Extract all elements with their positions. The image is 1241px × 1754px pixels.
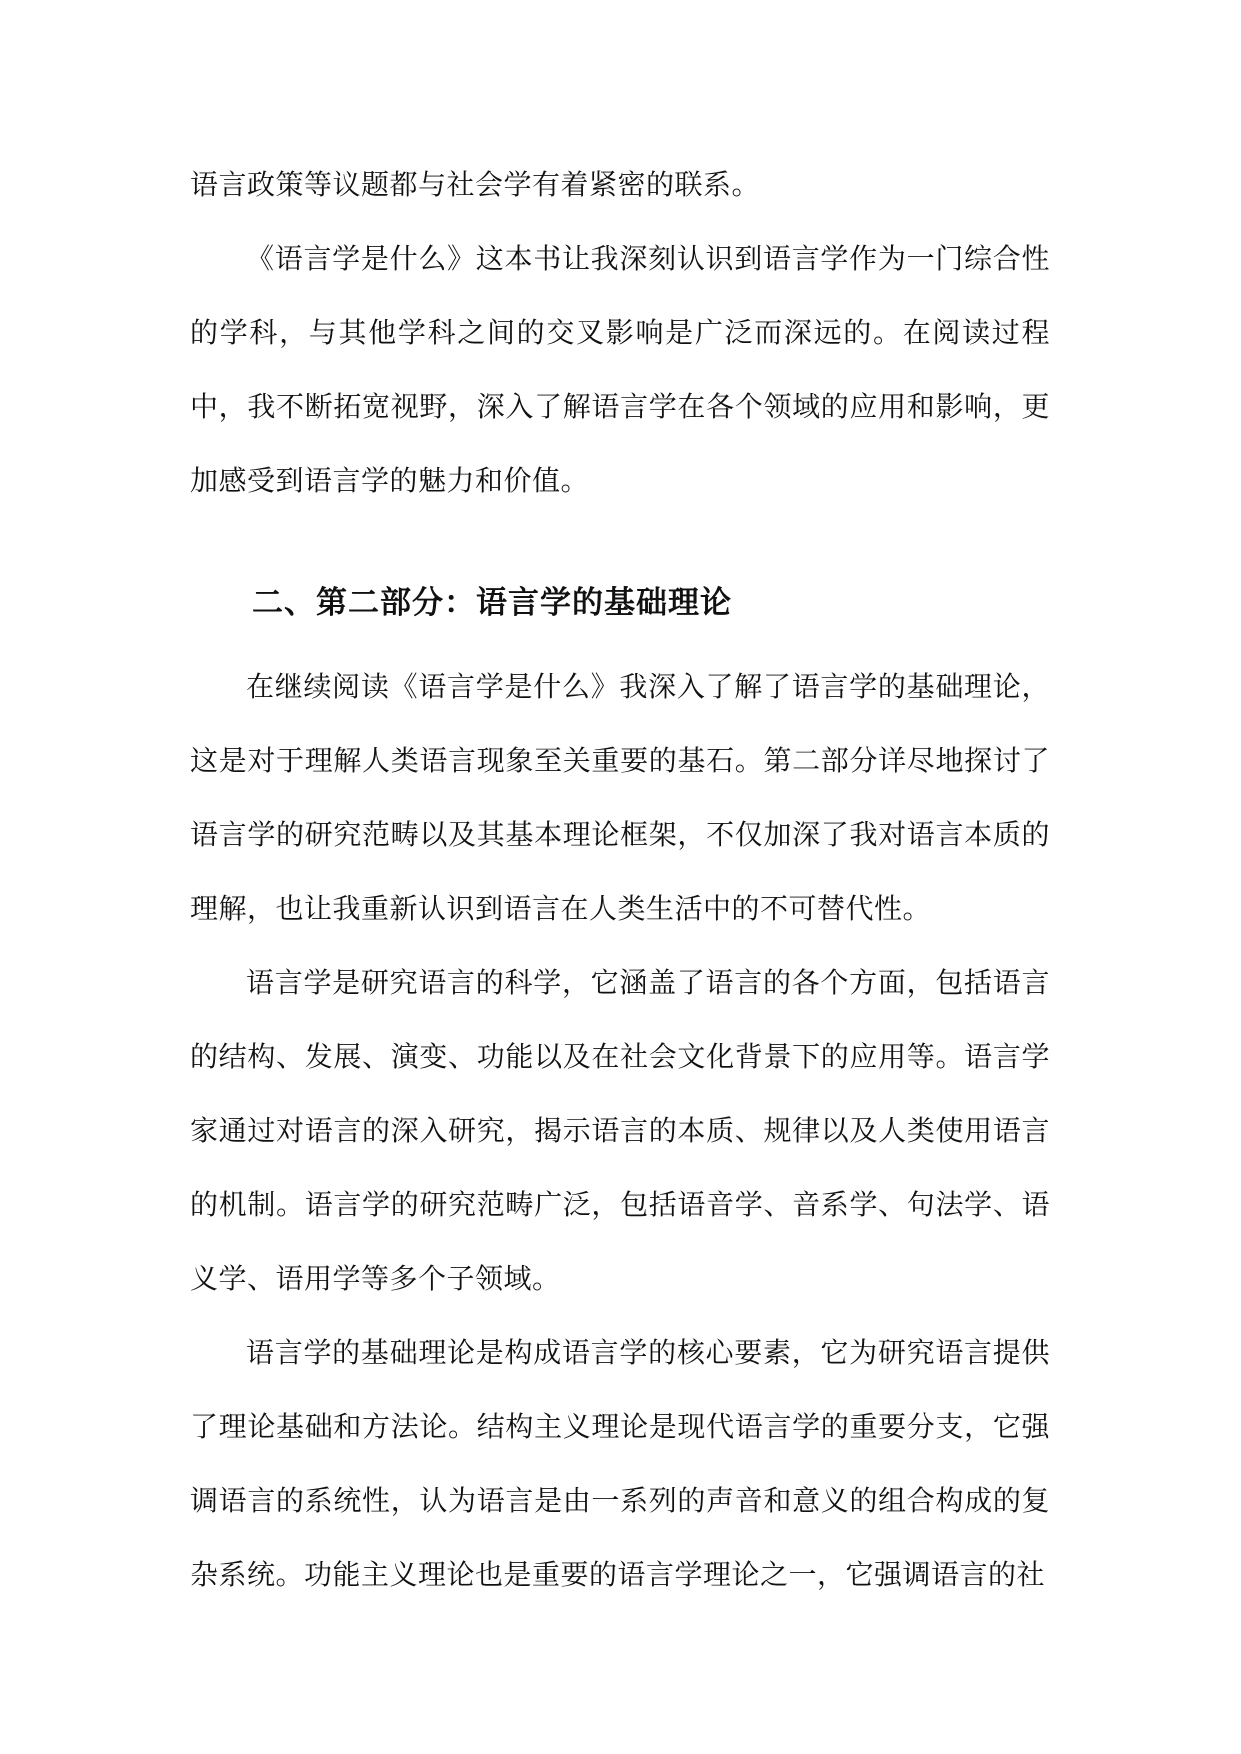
paragraph-theory-schools: 语言学的基础理论是构成语言学的核心要素，它为研究语言提供了理论基础和方法论。结构主义理论是现代语言学的重要分支，它强调语言的系统性，认为语言是由一系列的声音和意义的组合构成的复杂系统。功能主义理论也是重要的语言学理论之一，它强调语言的社 <box>190 1336 1050 1591</box>
paragraph-basic-theory-intro: 在继续阅读《语言学是什么》我深入了解了语言学的基础理论，这是对于理解人类语言现象至关重要的基石。第二部分详尽地探讨了语言学的研究范畴以及其基本理论框架，不仅加深了我对语言本质的理解，也让我重新认识到语言在人类生活中的不可替代性。 <box>190 670 1050 925</box>
section-heading: 二、第二部分：语言学的基础理论 <box>252 585 732 621</box>
paragraph-continuation: 语言政策等议题都与社会学有着紧密的联系。 <box>190 168 761 201</box>
paragraph-book-reflection: 《语言学是什么》这本书让我深刻认识到语言学作为一门综合性的学科，与其他学科之间的交叉影响是广泛而深远的。在阅读过程中，我不断拓宽视野，深入了解语言学在各个领域的应用和影响，更加感受到语言学的魅力和价值。 <box>190 242 1050 497</box>
paragraph-linguistics-definition: 语言学是研究语言的科学，它涵盖了语言的各个方面，包括语言的结构、发展、演变、功能以及在社会文化背景下的应用等。语言学家通过对语言的深入研究，揭示语言的本质、规律以及人类使用语言的机制。语言学的研究范畴广泛，包括语音学、音系学、句法学、语义学、语用学等多个子领域。 <box>190 966 1050 1295</box>
document-page <box>190 148 1050 1612</box>
